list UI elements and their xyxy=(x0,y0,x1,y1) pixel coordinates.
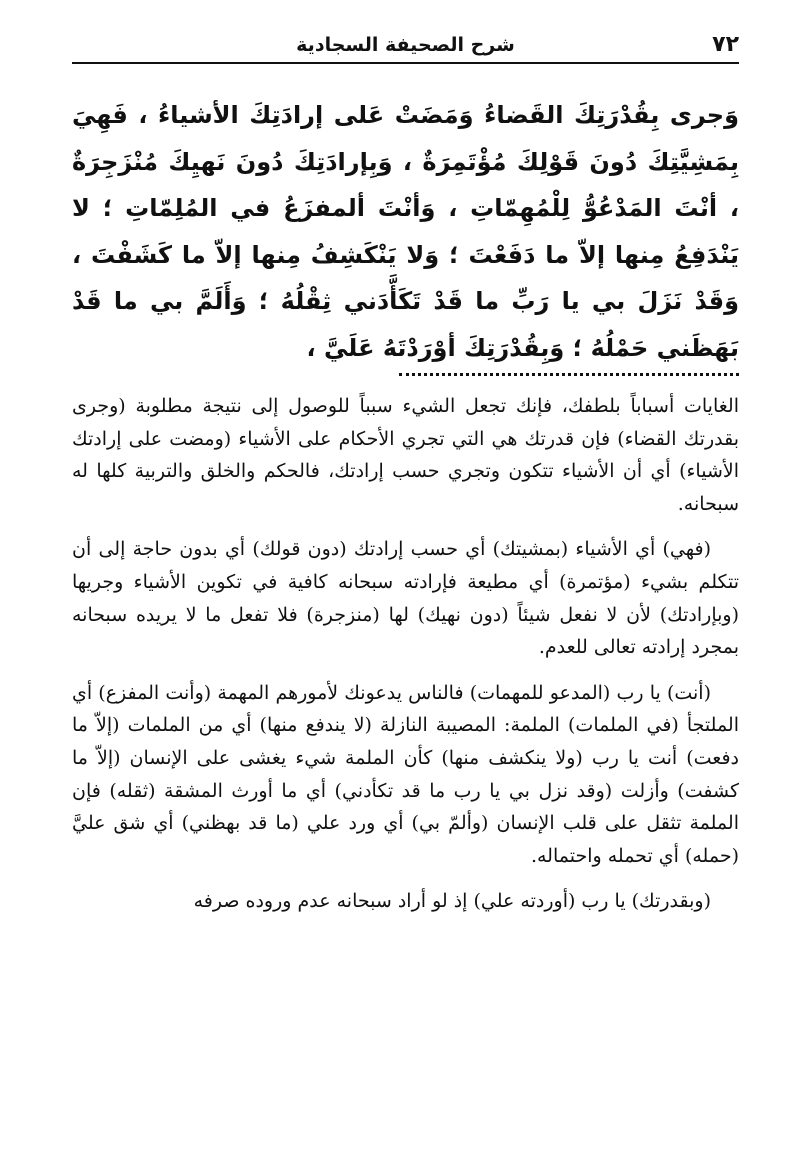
header-rule xyxy=(72,62,739,64)
commentary-paragraph: (أنت) يا رب (المدعو للمهمات) فالناس يدعونك لأمورهم المهمة (وأنت المفزع) أي الملتجأ (في الملمات) الملمة: المصيبة النازلة (لا يندفع منها) أي من الملمات (إلاّ ما دفعت) أنت يا رب (ولا ينكشف منها) كأن الملمة شيء يغشى على الإنسان (إلاّ ما كشفت) وأزلت (وقد نزل بي يا رب ما قد تكأدني) أي ما أورث المشقة (ثقله) فإن الملمة تثقل على قلب الإنسان (وألمّ بي) أي ورد علي (ما قد بهظني) أي شق عليَّ (حمله) أي تحمله واحتماله. xyxy=(72,681,739,867)
dotted-separator xyxy=(399,373,739,376)
commentary-body xyxy=(72,390,739,931)
running-title: شرح الصحيفة السجادية xyxy=(296,34,515,56)
commentary-paragraph: الغايات أسباباً بلطفك، فإنك تجعل الشيء سبباً للوصول إلى نتيجة مطلوبة (وجرى بقدرتك القضاء) فإن قدرتك هي التي تجري الأحكام على الأشياء (ومضت على إرادتك الأشياء) أي أن الأشياء تتكون وتجري حسب إرادتك، فالحكم والخلق والتربية كلها له سبحانه. xyxy=(72,395,739,515)
commentary-paragraph: (وبقدرتك) يا رب (أوردته علي) إذ لو أراد سبحانه عدم وروده صرفه xyxy=(193,890,711,913)
supplication-text: وَجرى بِقُدْرَتِكَ القَضاءُ وَمَضَتْ عَلى إرادَتِكَ الأشياءُ ، فَهِيَ بِمَشِيَّتِكَ دُونَ قَوْلِكَ مُؤْتَمِرَةٌ ، وَبِإرادَتِكَ دُونَ نَهيِكَ مُنْزَجِرَةٌ ، أنْتَ المَدْعُوُّ لِلْمُهِمّاتِ ، وَأنْتَ ألمفزَعُ في المُلِمّاتِ ؛ لا يَنْدَفِعُ مِنها إلاّ ما دَفَعْتَ ؛ وَلا يَنْكَشِفُ مِنها إلاّ ما كَشَفْتَ ، وَقَدْ نَزَلَ بي يا رَبِّ ما قَدْ تَكَأَّدَني ثِقْلُهُ ؛ وَأَلَمَّ بي ما قَدْ بَهَظَني حَمْلُهُ ؛ وَبِقُدْرَتِكَ أوْرَدْتَهُ عَلَيَّ ، xyxy=(72,101,739,362)
commentary-paragraph: (فهي) أي الأشياء (بمشيتك) أي حسب إرادتك (دون قولك) أي بدون حاجة إلى أن تتكلم بشيء (مؤتمرة) أي مطيعة فإرادته سبحانه كافية في تكوين الأشياء وجريها (وبإرادتك) لأن لا نفعل شيئاً (دون نهيك) لها (منزجرة) فلا تفعل ما لا يريده سبحانه بمجرد إرادته تعالى للعدم. xyxy=(72,538,739,659)
page-header xyxy=(72,28,739,62)
page-number: ٧٢ xyxy=(712,32,739,57)
